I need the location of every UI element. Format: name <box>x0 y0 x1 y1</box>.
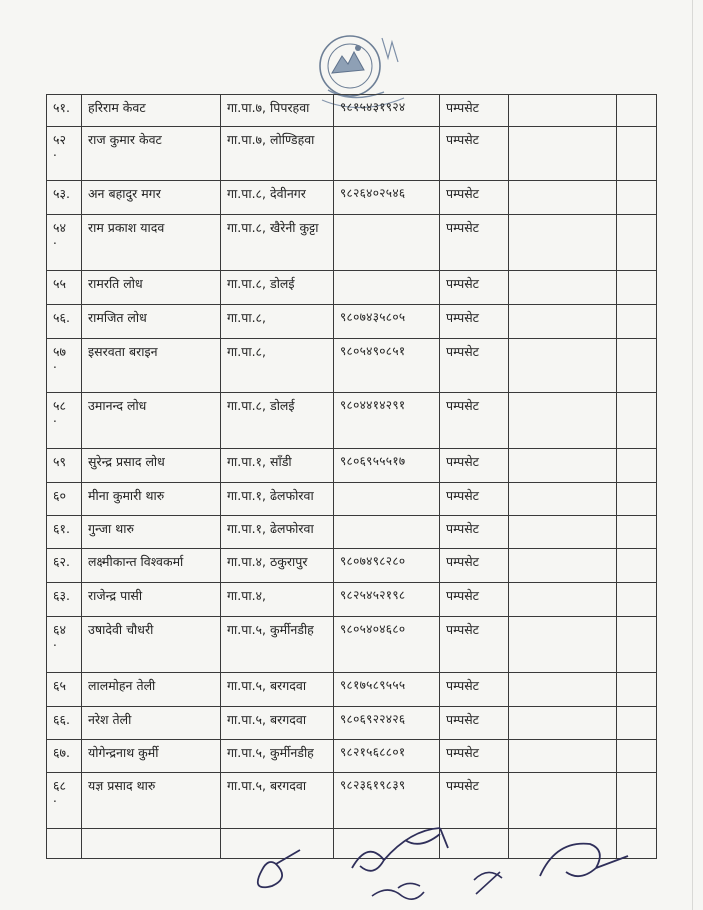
serial-cell: ५९ <box>47 449 82 483</box>
blank-cell <box>509 339 617 393</box>
table-row <box>47 95 657 127</box>
blank-cell <box>617 673 657 707</box>
name-cell: राजेन्द्र पासी <box>82 583 221 617</box>
serial-cell: ६२. <box>47 549 82 583</box>
table-row <box>47 181 657 215</box>
phone-cell: ९८०७४९८२८० <box>334 549 440 583</box>
serial-cell: ६५ <box>47 673 82 707</box>
blank-cell <box>617 449 657 483</box>
blank-cell <box>509 305 617 339</box>
item-cell: पम्पसेट <box>440 305 509 339</box>
blank-cell <box>617 215 657 271</box>
signature-5 <box>540 844 628 877</box>
name-cell: लक्ष्मीकान्त विश्वकर्मा <box>82 549 221 583</box>
phone-cell <box>334 483 440 516</box>
blank-cell <box>509 707 617 740</box>
phone-cell: ९८१५४३१९२४ <box>334 95 440 127</box>
blank-cell <box>617 393 657 449</box>
address-cell: गा.पा.५, कुर्मीनडीह <box>221 617 334 673</box>
phone-cell <box>334 516 440 549</box>
signature-1 <box>258 850 300 887</box>
serial-cell: ५२ . <box>47 127 82 181</box>
blank-cell <box>509 549 617 583</box>
blank-cell <box>509 617 617 673</box>
name-cell: योगेन्द्रनाथ कुर्मी <box>82 740 221 773</box>
phone-cell: ९८२१५६८८०१ <box>334 740 440 773</box>
address-cell: गा.पा.५, बरगदवा <box>221 707 334 740</box>
blank-cell <box>617 617 657 673</box>
item-cell: पम्पसेट <box>440 393 509 449</box>
serial-cell: ६० <box>47 483 82 516</box>
name-cell: यज्ञ प्रसाद थारु <box>82 773 221 829</box>
address-cell: गा.पा.८, खैरेनी कुट्टा <box>221 215 334 271</box>
serial-cell: ६८ . <box>47 773 82 829</box>
table-row <box>47 215 657 271</box>
phone-cell <box>334 127 440 181</box>
name-cell: उमानन्द लोध <box>82 393 221 449</box>
item-cell: पम्पसेट <box>440 740 509 773</box>
item-cell: पम्पसेट <box>440 339 509 393</box>
blank-cell <box>509 583 617 617</box>
address-cell: गा.पा.१, ढेलफोरवा <box>221 483 334 516</box>
name-cell: गुन्जा थारु <box>82 516 221 549</box>
table-row <box>47 583 657 617</box>
item-cell: पम्पसेट <box>440 483 509 516</box>
blank-cell <box>617 127 657 181</box>
signature-4 <box>474 872 502 894</box>
phone-cell <box>334 215 440 271</box>
phone-cell: ९८०५४०४६८० <box>334 617 440 673</box>
phone-cell: ९८०६९२२४२६ <box>334 707 440 740</box>
blank-cell <box>509 215 617 271</box>
table-row <box>47 339 657 393</box>
serial-cell: ५५ <box>47 271 82 305</box>
item-cell: पम्पसेट <box>440 707 509 740</box>
serial-cell: ५१. <box>47 95 82 127</box>
phone-cell <box>334 271 440 305</box>
blank-cell <box>509 95 617 127</box>
serial-cell: ६७. <box>47 740 82 773</box>
address-cell: गा.पा.५, बरगदवा <box>221 773 334 829</box>
address-cell: गा.पा.८, <box>221 339 334 393</box>
name-cell: इसरवता बराइन <box>82 339 221 393</box>
serial-cell: ६६. <box>47 707 82 740</box>
serial-cell: ६३. <box>47 583 82 617</box>
signature-2 <box>352 828 448 871</box>
blank-cell <box>509 127 617 181</box>
address-cell: गा.पा.७, लोण्डिहवा <box>221 127 334 181</box>
blank-cell <box>617 95 657 127</box>
phone-cell: ९८०४४१४२९१ <box>334 393 440 449</box>
name-cell: हरिराम केवट <box>82 95 221 127</box>
name-cell: रामरति लोध <box>82 271 221 305</box>
blank-cell <box>509 740 617 773</box>
item-cell: पम्पसेट <box>440 95 509 127</box>
address-cell: गा.पा.८, देवीनगर <box>221 181 334 215</box>
item-cell: पम्पसेट <box>440 549 509 583</box>
name-cell: राज कुमार केवट <box>82 127 221 181</box>
blank-cell <box>617 583 657 617</box>
item-cell: पम्पसेट <box>440 583 509 617</box>
table-row <box>47 305 657 339</box>
serial-cell: ५४ . <box>47 215 82 271</box>
table-row <box>47 127 657 181</box>
item-cell: पम्पसेट <box>440 271 509 305</box>
address-cell: गा.पा.५, बरगदवा <box>221 673 334 707</box>
table-row <box>47 449 657 483</box>
item-cell: पम्पसेट <box>440 773 509 829</box>
blank-cell <box>509 483 617 516</box>
address-cell: गा.पा.१, ढेलफोरवा <box>221 516 334 549</box>
table-row <box>47 483 657 516</box>
serial-cell: ६१. <box>47 516 82 549</box>
blank-cell <box>617 516 657 549</box>
table-row <box>47 740 657 773</box>
blank-cell <box>509 181 617 215</box>
blank-cell <box>617 271 657 305</box>
address-cell: गा.पा.४, <box>221 583 334 617</box>
serial-cell: ६४ . <box>47 617 82 673</box>
name-cell: नरेश तेली <box>82 707 221 740</box>
beneficiary-table <box>46 94 657 859</box>
phone-cell: ९८०७४३५८०५ <box>334 305 440 339</box>
serial-cell: ५६. <box>47 305 82 339</box>
table-row <box>47 549 657 583</box>
table-row <box>47 707 657 740</box>
blank-cell <box>617 707 657 740</box>
signatures <box>0 820 703 910</box>
blank-cell <box>509 673 617 707</box>
address-cell: गा.पा.४, ठकुरापुर <box>221 549 334 583</box>
item-cell: पम्पसेट <box>440 215 509 271</box>
phone-cell: ९८२३६१९८३९ <box>334 773 440 829</box>
name-cell: लालमोहन तेली <box>82 673 221 707</box>
name-cell: अन बहादुर मगर <box>82 181 221 215</box>
table-row <box>47 271 657 305</box>
serial-cell: ५८ . <box>47 393 82 449</box>
name-cell: सुरेन्द्र प्रसाद लोध <box>82 449 221 483</box>
blank-cell <box>617 483 657 516</box>
blank-cell <box>617 339 657 393</box>
serial-cell: ५३. <box>47 181 82 215</box>
name-cell: राम प्रकाश यादव <box>82 215 221 271</box>
item-cell: पम्पसेट <box>440 181 509 215</box>
table-row <box>47 393 657 449</box>
address-cell: गा.पा.७, पिपरहवा <box>221 95 334 127</box>
phone-cell: ९८२६४०२५४६ <box>334 181 440 215</box>
address-cell: गा.पा.५, कुर्मीनडीह <box>221 740 334 773</box>
serial-cell: ५७ . <box>47 339 82 393</box>
blank-cell <box>617 740 657 773</box>
table-row <box>47 673 657 707</box>
blank-cell <box>617 305 657 339</box>
signature-3 <box>372 883 424 899</box>
item-cell: पम्पसेट <box>440 127 509 181</box>
phone-cell: ९८०६९५५५१७ <box>334 449 440 483</box>
name-cell: उषादेवी चौधरी <box>82 617 221 673</box>
blank-cell <box>617 549 657 583</box>
name-cell: मीना कुमारी थारु <box>82 483 221 516</box>
address-cell: गा.पा.८, <box>221 305 334 339</box>
item-cell: पम्पसेट <box>440 617 509 673</box>
page-edge <box>692 0 693 910</box>
name-cell: रामजित लोध <box>82 305 221 339</box>
blank-cell <box>509 449 617 483</box>
address-cell: गा.पा.८, डोलई <box>221 393 334 449</box>
blank-cell <box>509 516 617 549</box>
table-row <box>47 516 657 549</box>
item-cell: पम्पसेट <box>440 449 509 483</box>
table-row <box>47 617 657 673</box>
phone-cell: ९८०५४९०८५१ <box>334 339 440 393</box>
phone-cell: ९८१७५८९५५५ <box>334 673 440 707</box>
phone-cell: ९८२५४५२१९८ <box>334 583 440 617</box>
address-cell: गा.पा.१, साँडी <box>221 449 334 483</box>
blank-cell <box>617 181 657 215</box>
item-cell: पम्पसेट <box>440 673 509 707</box>
address-cell: गा.पा.८, डोलई <box>221 271 334 305</box>
item-cell: पम्पसेट <box>440 516 509 549</box>
blank-cell <box>509 271 617 305</box>
blank-cell <box>509 393 617 449</box>
